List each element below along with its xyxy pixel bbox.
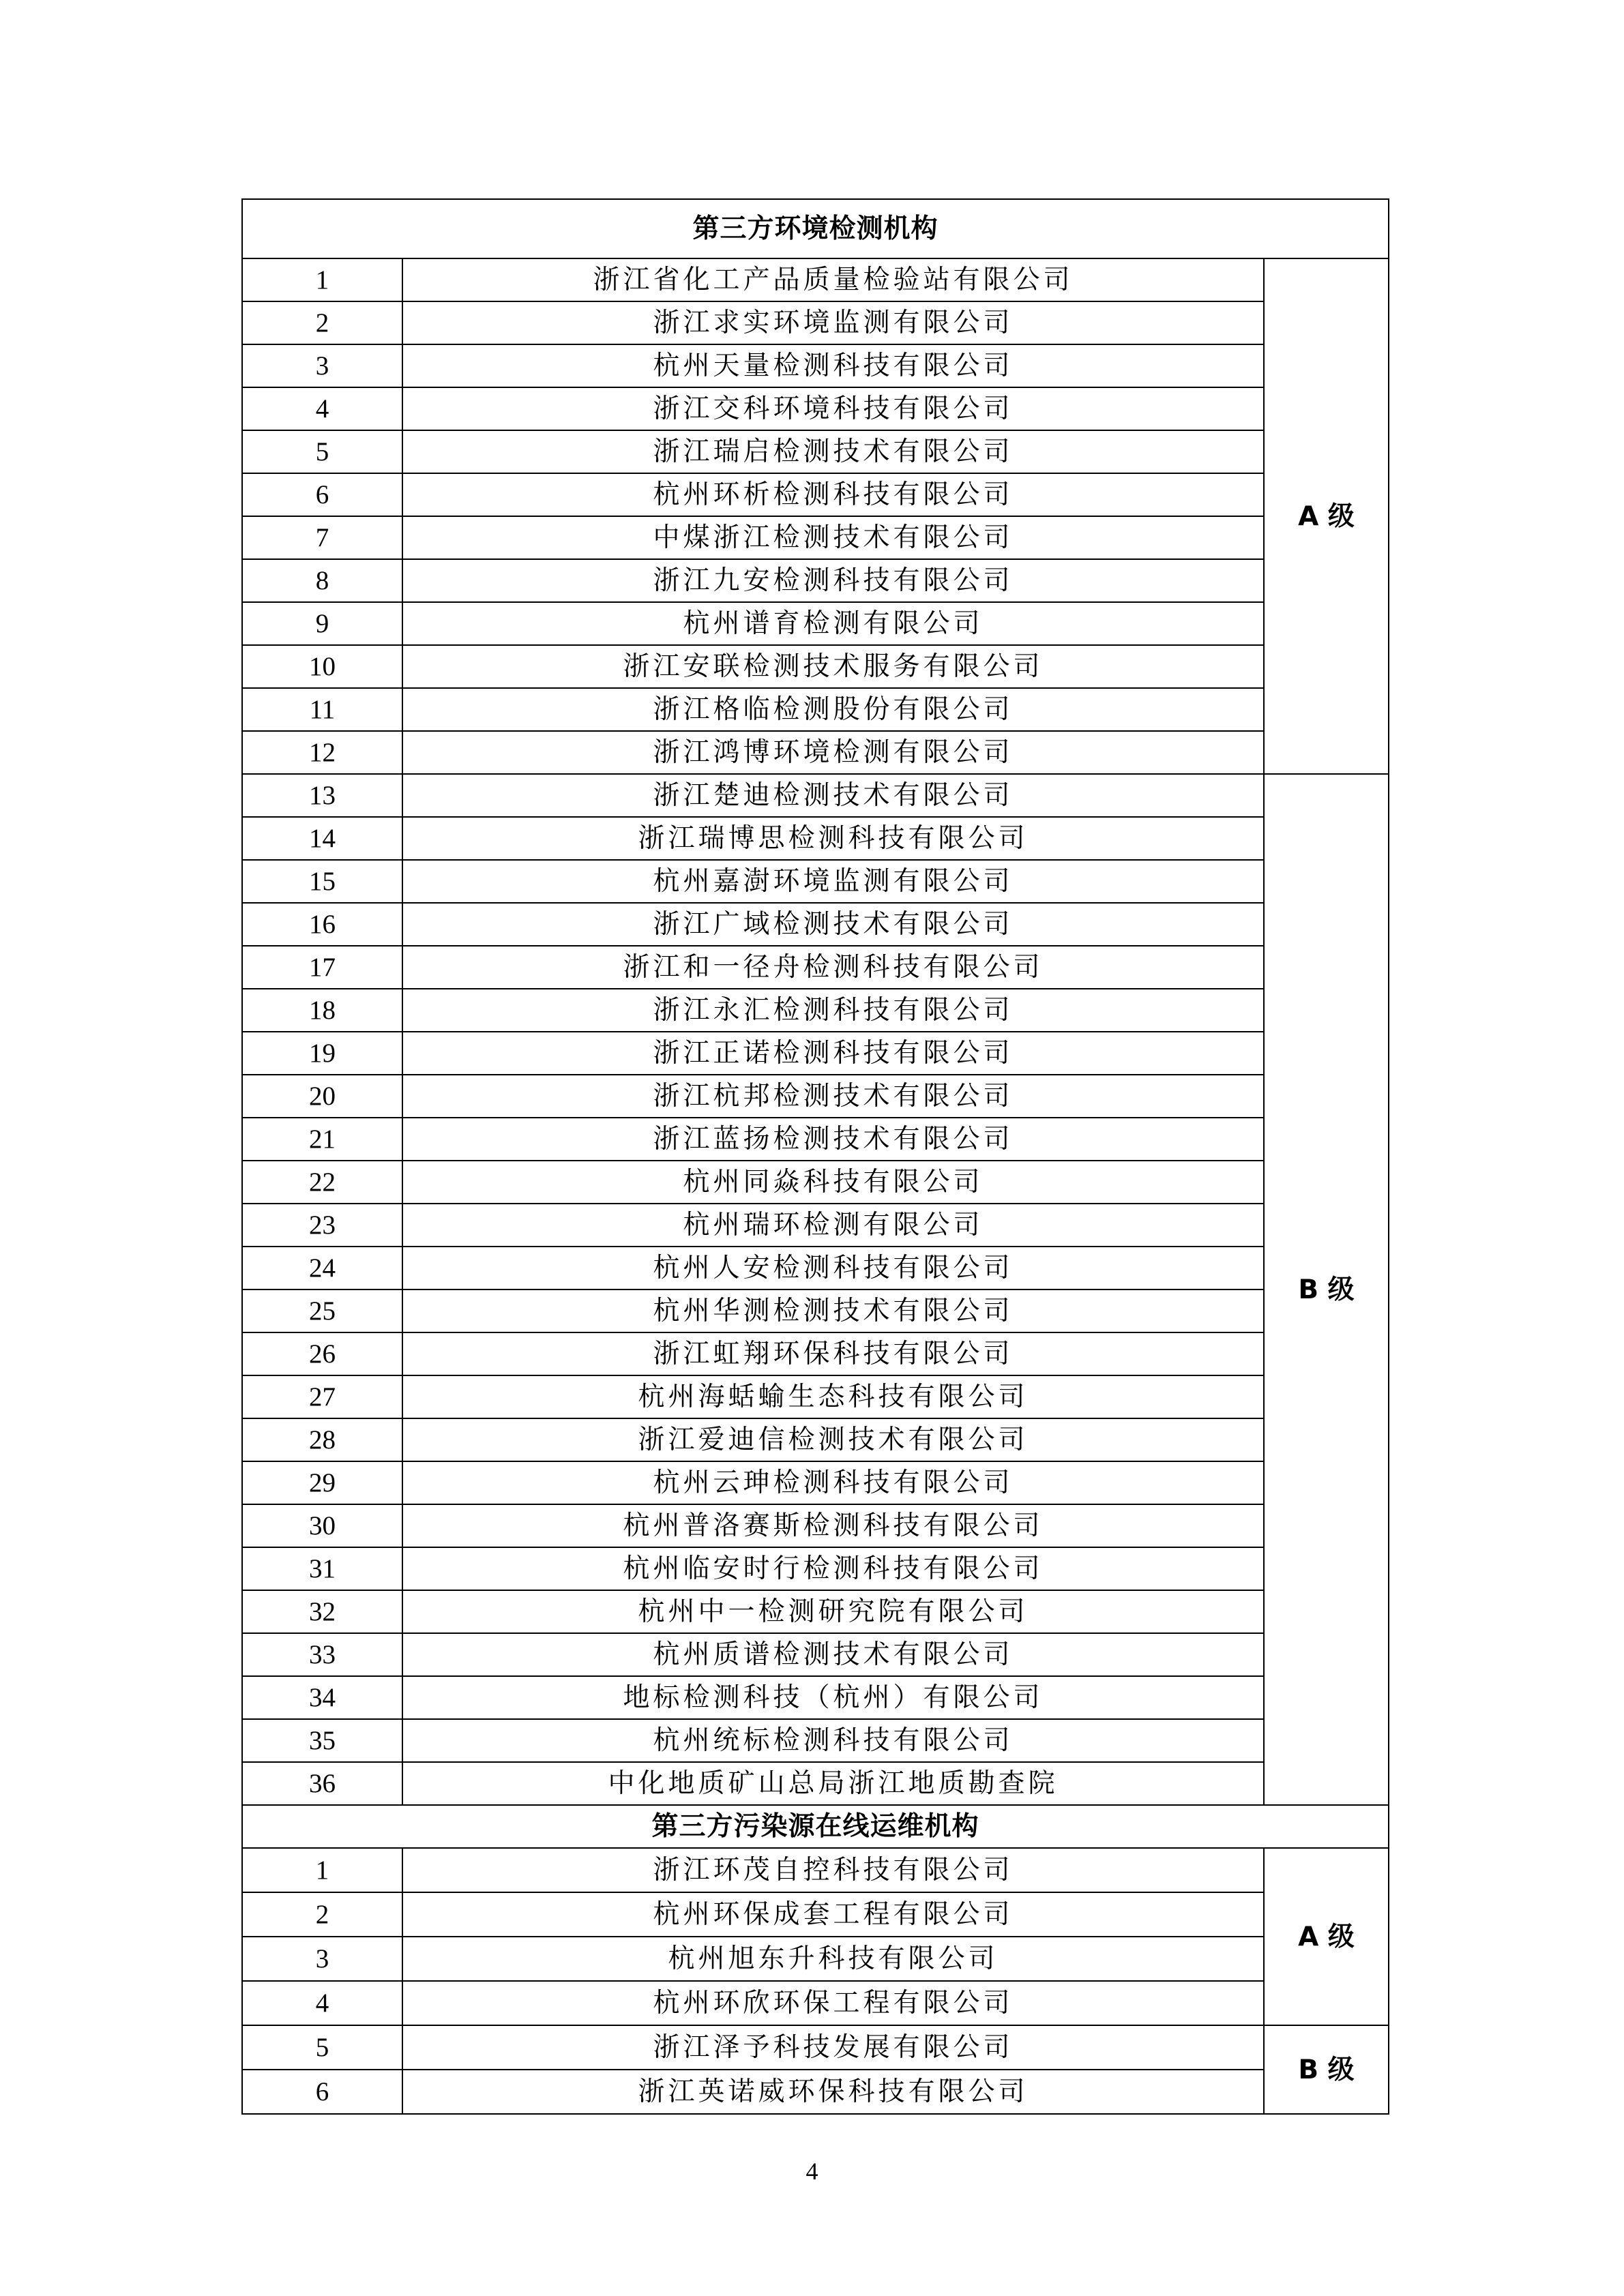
row-number: 18 [242,989,402,1032]
table-row [242,860,1389,903]
row-number: 3 [242,344,402,387]
agency-name: 浙江瑞启检测技术有限公司 [402,430,1264,473]
table-row [242,1204,1389,1247]
row-number: 17 [242,946,402,989]
agency-name: 杭州环欣环保工程有限公司 [402,1981,1264,2025]
row-number: 34 [242,1676,402,1719]
table-row [242,1418,1389,1461]
table-row [242,1504,1389,1547]
agency-name: 杭州统标检测科技有限公司 [402,1719,1264,1762]
row-number: 33 [242,1633,402,1676]
grade-label: B 级 [1264,774,1389,1805]
row-number: 9 [242,602,402,645]
table-row [242,1461,1389,1504]
table-row [242,1289,1389,1332]
row-number: 4 [242,387,402,430]
table-row [242,1161,1389,1204]
agency-name: 浙江楚迪检测技术有限公司 [402,774,1264,817]
agency-name: 浙江省化工产品质量检验站有限公司 [402,258,1264,301]
row-number: 6 [242,473,402,516]
row-number: 21 [242,1118,402,1161]
table-row [242,1676,1389,1719]
agency-grading-table [241,198,1389,2115]
table-row [242,774,1389,817]
table-row [242,559,1389,602]
row-number: 2 [242,301,402,344]
agency-name: 浙江泽予科技发展有限公司 [402,2025,1264,2070]
row-number: 1 [242,258,402,301]
row-number: 5 [242,430,402,473]
row-number: 22 [242,1161,402,1204]
row-number: 23 [242,1204,402,1247]
agency-name: 中化地质矿山总局浙江地质勘查院 [402,1762,1264,1805]
row-number: 7 [242,516,402,559]
section-title: 第三方环境检测机构 [242,199,1389,258]
table-row [242,602,1389,645]
agency-name: 浙江蓝扬检测技术有限公司 [402,1118,1264,1161]
table-row [242,2070,1389,2114]
row-number: 26 [242,1332,402,1375]
agency-name: 杭州中一检测研究院有限公司 [402,1590,1264,1633]
agency-name: 杭州嘉澍环境监测有限公司 [402,860,1264,903]
row-number: 10 [242,645,402,688]
agency-name: 地标检测科技（杭州）有限公司 [402,1676,1264,1719]
row-number: 8 [242,559,402,602]
row-number: 11 [242,688,402,731]
row-number: 28 [242,1418,402,1461]
table-row [242,1762,1389,1805]
agency-name: 浙江虹翔环保科技有限公司 [402,1332,1264,1375]
grade-label: A 级 [1264,258,1389,774]
table-row [242,387,1389,430]
agency-name: 浙江求实环境监测有限公司 [402,301,1264,344]
table-row [242,473,1389,516]
table-row [242,688,1389,731]
agency-name: 浙江九安检测科技有限公司 [402,559,1264,602]
row-number: 13 [242,774,402,817]
row-number: 29 [242,1461,402,1504]
row-number: 15 [242,860,402,903]
row-number: 19 [242,1032,402,1075]
agency-name: 杭州华测检测技术有限公司 [402,1289,1264,1332]
row-number: 12 [242,731,402,774]
agency-name: 浙江和一径舟检测科技有限公司 [402,946,1264,989]
agency-name: 杭州同焱科技有限公司 [402,1161,1264,1204]
agency-name: 浙江英诺威环保科技有限公司 [402,2070,1264,2114]
row-number: 4 [242,1981,402,2025]
agency-name: 浙江杭邦检测技术有限公司 [402,1075,1264,1118]
agency-name: 杭州云珅检测科技有限公司 [402,1461,1264,1504]
grade-label: B 级 [1264,2025,1389,2114]
table-row [242,731,1389,774]
table-row [242,1247,1389,1289]
agency-name: 浙江鸿博环境检测有限公司 [402,731,1264,774]
table-row [242,1118,1389,1161]
agency-name: 杭州环保成套工程有限公司 [402,1892,1264,1937]
agency-name: 浙江交科环境科技有限公司 [402,387,1264,430]
grade-label: A 级 [1264,1848,1389,2025]
table-row [242,1848,1389,1892]
table-row [242,989,1389,1032]
row-number: 5 [242,2025,402,2070]
agency-name: 杭州质谱检测技术有限公司 [402,1633,1264,1676]
table-row [242,645,1389,688]
agency-name: 浙江环茂自控科技有限公司 [402,1848,1264,1892]
table-row [242,344,1389,387]
table-row [242,1719,1389,1762]
row-number: 2 [242,1892,402,1937]
table-row [242,2025,1389,2070]
row-number: 30 [242,1504,402,1547]
table-row [242,1332,1389,1375]
agency-name: 杭州天量检测科技有限公司 [402,344,1264,387]
row-number: 25 [242,1289,402,1332]
row-number: 36 [242,1762,402,1805]
section-title: 第三方污染源在线运维机构 [242,1805,1389,1848]
agency-name: 杭州环析检测科技有限公司 [402,473,1264,516]
row-number: 3 [242,1937,402,1981]
table-row [242,1937,1389,1981]
table-row [242,301,1389,344]
agency-name: 中煤浙江检测技术有限公司 [402,516,1264,559]
table-row [242,1075,1389,1118]
row-number: 32 [242,1590,402,1633]
row-number: 31 [242,1547,402,1590]
agency-name: 浙江广域检测技术有限公司 [402,903,1264,946]
table-row [242,1892,1389,1937]
table-row [242,1032,1389,1075]
agency-name: 杭州临安时行检测科技有限公司 [402,1547,1264,1590]
agency-name: 杭州谱育检测有限公司 [402,602,1264,645]
row-number: 1 [242,1848,402,1892]
table-row [242,1375,1389,1418]
table-row [242,1547,1389,1590]
agency-name: 浙江安联检测技术服务有限公司 [402,645,1264,688]
row-number: 35 [242,1719,402,1762]
row-number: 14 [242,817,402,860]
table-row [242,817,1389,860]
row-number: 16 [242,903,402,946]
table-row [242,1981,1389,2025]
table-body [242,199,1389,2114]
section-header-row [242,1805,1389,1848]
page-number: 4 [806,2158,818,2185]
agency-name: 杭州人安检测科技有限公司 [402,1247,1264,1289]
agency-name: 浙江爱迪信检测技术有限公司 [402,1418,1264,1461]
agency-name: 杭州普洛赛斯检测科技有限公司 [402,1504,1264,1547]
agency-name: 杭州瑞环检测有限公司 [402,1204,1264,1247]
table-row [242,1633,1389,1676]
agency-name: 浙江瑞博思检测科技有限公司 [402,817,1264,860]
row-number: 20 [242,1075,402,1118]
table-row [242,516,1389,559]
row-number: 27 [242,1375,402,1418]
table-row [242,1590,1389,1633]
row-number: 24 [242,1247,402,1289]
table-row [242,258,1389,301]
table-row [242,430,1389,473]
agency-name: 浙江正诺检测科技有限公司 [402,1032,1264,1075]
agency-name: 杭州海蛞蝓生态科技有限公司 [402,1375,1264,1418]
agency-name: 杭州旭东升科技有限公司 [402,1937,1264,1981]
section-header-row [242,199,1389,258]
table-row [242,946,1389,989]
agency-name: 浙江格临检测股份有限公司 [402,688,1264,731]
agency-name: 浙江永汇检测科技有限公司 [402,989,1264,1032]
row-number: 6 [242,2070,402,2114]
table-row [242,903,1389,946]
